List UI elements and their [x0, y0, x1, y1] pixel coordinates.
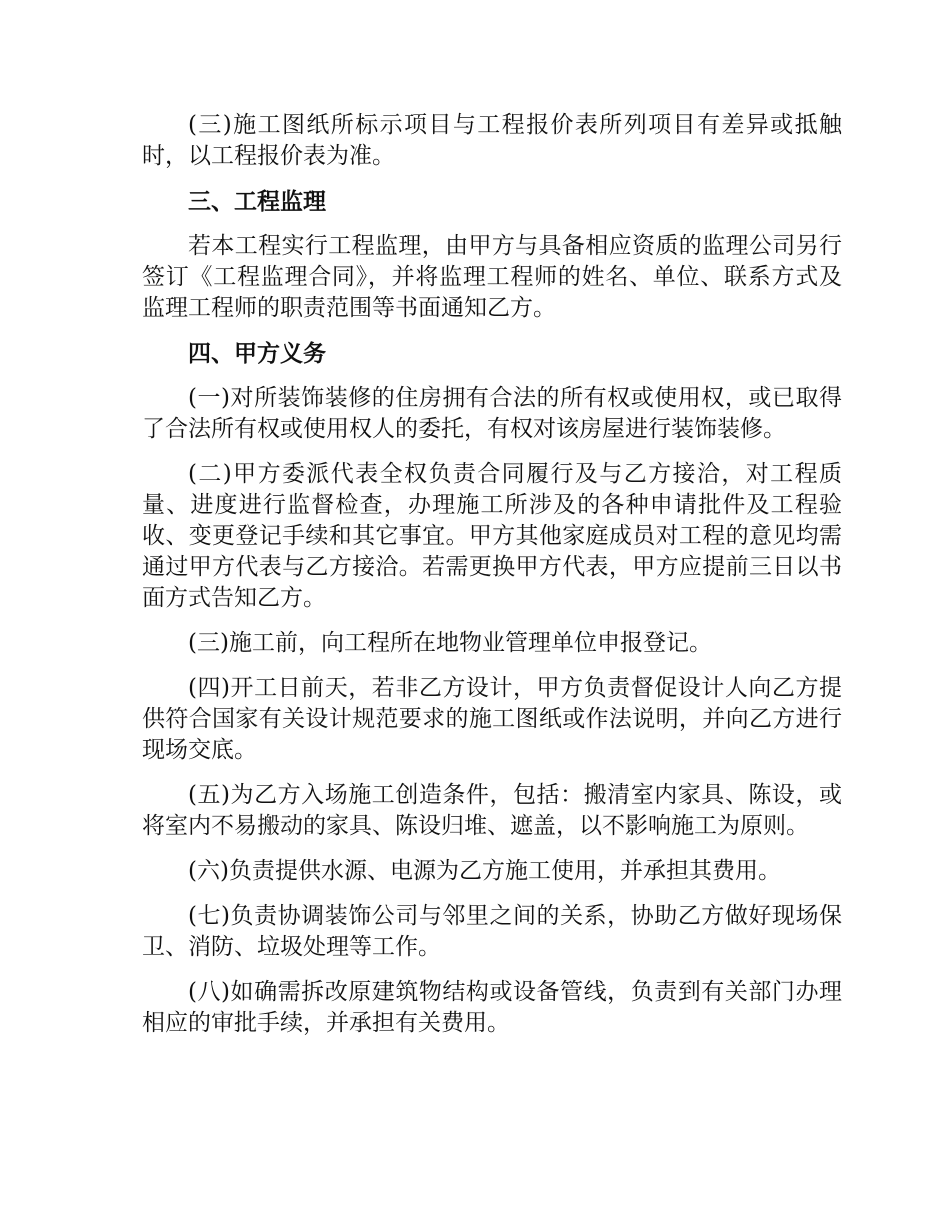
paragraph-obligation-7: (七)负责协调装饰公司与邻里之间的关系，协助乙方做好现场保卫、消防、垃圾处理等工作。: [142, 903, 842, 960]
paragraph-supervision: 若本工程实行工程监理，由甲方与具备相应资质的监理公司另行签订《工程监理合同》，并将监理工程师的姓名、单位、联系方式及监理工程师的职责范围等书面通知乙方。: [142, 233, 842, 321]
paragraph-obligation-4: (四)开工日前天，若非乙方设计，甲方负责督促设计人向乙方提供符合国家有关设计规范要求的施工图纸或作法说明，并向乙方进行现场交底。: [142, 675, 842, 763]
paragraph-drawings-discrepancy: (三)施工图纸所标示项目与工程报价表所列项目有差异或抵触时，以工程报价表为准。: [142, 112, 842, 169]
paragraph-obligation-5: (五)为乙方入场施工创造条件，包括：搬清室内家具、陈设，或将室内不易搬动的家具、陈设归堆、遮盖，以不影响施工为原则。: [142, 782, 842, 839]
section-heading-supervision: 三、工程监理: [188, 188, 326, 215]
paragraph-obligation-1: (一)对所装饰装修的住房拥有合法的所有权或使用权，或已取得了合法所有权或使用权人的委托，有权对该房屋进行装饰装修。: [142, 385, 842, 442]
paragraph-obligation-3: (三)施工前，向工程所在地物业管理单位申报登记。: [188, 630, 712, 656]
paragraph-obligation-6: (六)负责提供水源、电源为乙方施工使用，并承担其费用。: [188, 858, 781, 884]
paragraph-obligation-2: (二)甲方委派代表全权负责合同履行及与乙方接洽，对工程质量、进度进行监督检查，办理施工所涉及的各种申请批件及工程验收、变更登记手续和其它事宜。甲方其他家庭成员对工程的意见均需通过甲方代表与乙方接洽。若需更换甲方代表，甲方应提前三日以书面方式告知乙方。: [142, 461, 842, 611]
section-heading-party-a-obligations: 四、甲方义务: [188, 340, 326, 367]
document-page: [142, 110, 842, 1053]
paragraph-obligation-8: (八)如确需拆改原建筑物结构或设备管线，负责到有关部门办理相应的审批手续，并承担有关费用。: [142, 979, 842, 1036]
